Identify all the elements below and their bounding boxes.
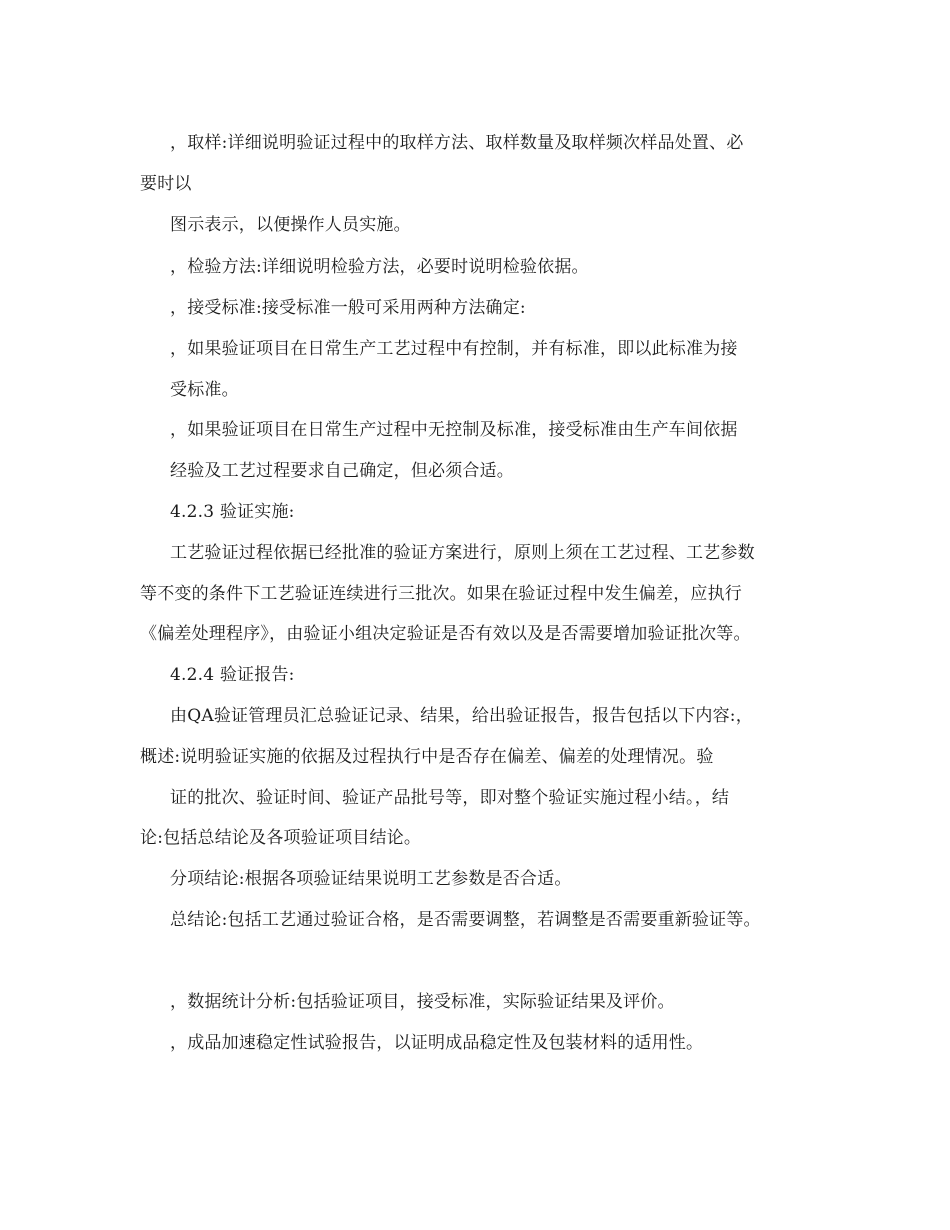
text-line: ，成品加速稳定性试验报告，以证明成品稳定性及包装材料的适用性。: [170, 1033, 704, 1053]
text-line: ，接受标准:接受标准一般可采用两种方法确定:: [170, 298, 526, 318]
text-line: 分项结论:根据各项验证结果说明工艺参数是否合适。: [170, 869, 572, 889]
text-line: ，如果验证项目在日常生产工艺过程中有控制，并有标准，即以此标准为接: [170, 339, 738, 359]
text-line: 总结论:包括工艺通过验证合格，是否需要调整，若调整是否需要重新验证等。: [170, 910, 761, 930]
text-line: 要时以: [140, 174, 192, 194]
text-line: 由QA验证管理员汇总验证记录、结果，给出验证报告，报告包括以下内容:，: [170, 706, 753, 726]
text-line: 概述:说明验证实施的依据及过程执行中是否存在偏差、偏差的处理情况。验: [140, 747, 714, 767]
text-line: 证的批次、验证时间、验证产品批号等，即对整个验证实施过程小结。，结: [170, 788, 730, 808]
text-line: 论:包括总结论及各项验证项目结论。: [140, 828, 422, 848]
text-line: ，如果验证项目在日常生产过程中无控制及标准，接受标准由生产车间依据: [170, 420, 738, 440]
text-line: 经验及工艺过程要求自己确定，但必须合适。: [170, 461, 514, 481]
text-line: ，检验方法:详细说明检验方法，必要时说明检验依据。: [170, 257, 589, 277]
text-line: 受标准。: [170, 380, 239, 400]
text-line: 图示表示，以便操作人员实施。: [170, 215, 411, 235]
text-line: ，数据统计分析:包括验证项目，接受标准，实际验证结果及评价。: [170, 992, 675, 1012]
text-line: 《偏差处理程序》，由验证小组决定验证是否有效以及是否需要增加验证批次等。: [140, 624, 751, 644]
text-line: ，取样:详细说明验证过程中的取样方法、取样数量及取样频次样品处置、必: [170, 133, 744, 153]
section-heading-4-2-3: 4.2.3 验证实施:: [170, 502, 295, 522]
section-heading-4-2-4: 4.2.4 验证报告:: [170, 665, 295, 685]
text-line: 等不变的条件下工艺验证连续进行三批次。如果在验证过程中发生偏差，应执行: [140, 584, 742, 604]
text-line: 工艺验证过程依据已经批准的验证方案进行，原则上须在工艺过程、工艺参数: [170, 543, 755, 563]
